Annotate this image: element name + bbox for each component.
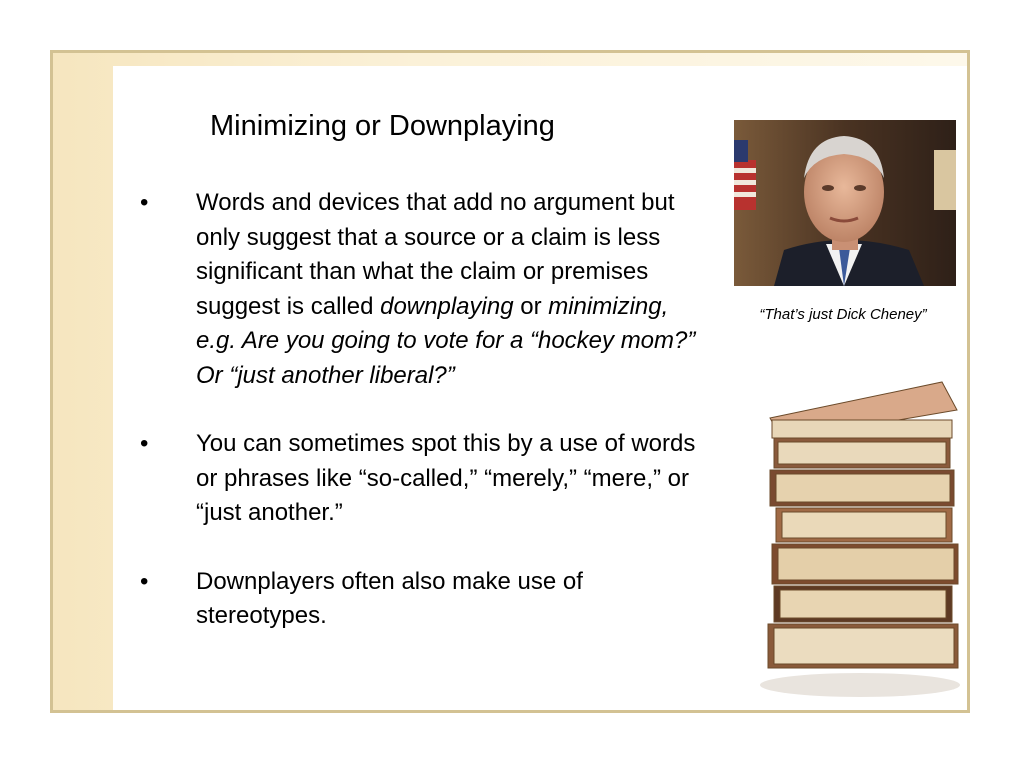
bullet-marker: • bbox=[140, 189, 149, 216]
bullet-1-text-or: or bbox=[513, 292, 549, 320]
bullet-1-term-downplaying: downplaying bbox=[380, 292, 514, 320]
bullet-item-2 bbox=[140, 427, 705, 531]
bullet-marker: • bbox=[140, 567, 149, 595]
bullet-1-text-a: Words and devices that add no argument but only suggest that a source or a claim is less significant than what the claim or premises suggest is called bbox=[196, 189, 675, 320]
bullet-3-text: Downplayers often also make use of stereotypes. bbox=[196, 567, 583, 629]
speaker-photo bbox=[734, 120, 956, 286]
bullet-1-example: minimizing, e.g. Are you going to vote for a “hockey mom?” Or “just another liberal?” bbox=[196, 292, 696, 389]
bullet-marker: • bbox=[140, 430, 149, 457]
bullet-item-3 bbox=[140, 565, 705, 634]
bullet-2-text: You can sometimes spot this by a use of words or phrases like “so-called,” “merely,” “mere,” or “just another.” bbox=[196, 430, 696, 526]
photo-caption: “That’s just Dick Cheney” bbox=[759, 306, 927, 323]
bullet-list bbox=[140, 186, 705, 668]
bullet-item-1 bbox=[140, 186, 705, 393]
book-stack-image bbox=[752, 380, 967, 700]
slide-title: Minimizing or Downplaying bbox=[210, 110, 555, 142]
